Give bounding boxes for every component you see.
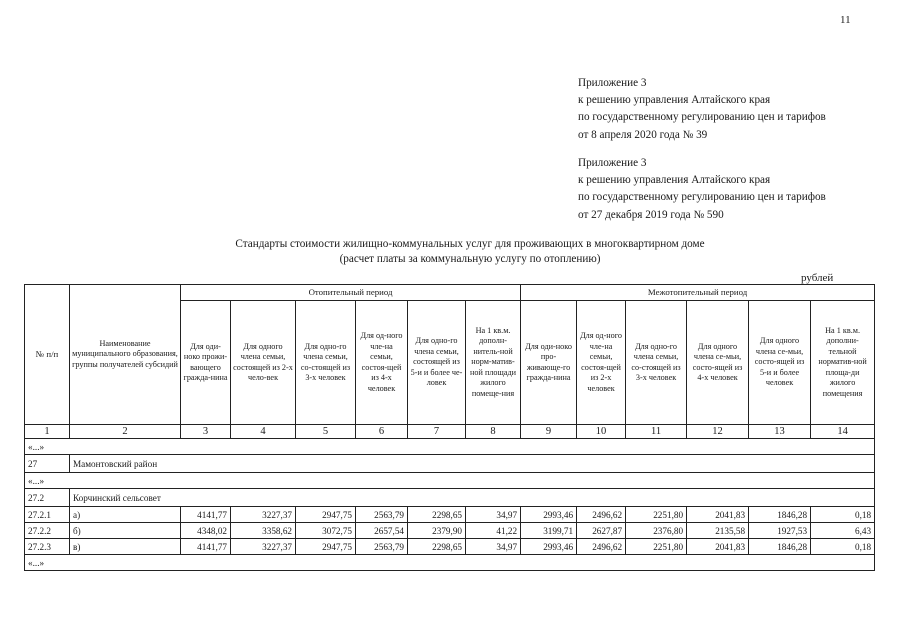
header-no: № п/п	[25, 285, 70, 425]
header-nonheating-col: На 1 кв.м. дополни-тельной норматив-ной площа-ди жилого помещения	[811, 301, 875, 425]
appendix-line: от 27 декабря 2019 года № 590	[578, 208, 724, 221]
header-nonheating-col: Для одного члена се-мьи, состо-ящей из 4-х человек	[687, 301, 749, 425]
document-title	[120, 237, 820, 267]
column-index: 5	[296, 425, 356, 439]
ellipsis-mark: «...»	[25, 473, 875, 489]
row-value: 2627,87	[577, 523, 626, 539]
appendix-line: по государственному регулированию цен и тарифов	[578, 111, 826, 124]
appendix-block-current	[578, 75, 826, 144]
column-index: 4	[231, 425, 296, 439]
row-value: 4141,77	[181, 507, 231, 523]
row-value: 2298,65	[408, 539, 466, 555]
row-value: 6,43	[811, 523, 875, 539]
row-value: 2376,80	[626, 523, 687, 539]
appendix-line: от 8 апреля 2020 года № 39	[578, 128, 708, 141]
row-number: 27.2.3	[25, 539, 70, 555]
ellipsis-mark: «...»	[25, 439, 875, 455]
header-heating-col: Для од-ного чле-на семьи, состоя-щей из 4-х человек	[356, 301, 408, 425]
column-index-row	[25, 425, 875, 439]
table-row	[25, 539, 875, 555]
row-value: 34,97	[466, 507, 521, 523]
header-nonheating-col: Для одно-го члена семьи, со-стоящей из 3-х человек	[626, 301, 687, 425]
row-value: 3199,71	[521, 523, 577, 539]
ellipsis-row	[25, 473, 875, 489]
row-value: 2041,83	[687, 507, 749, 523]
row-value: 41,22	[466, 523, 521, 539]
column-index: 3	[181, 425, 231, 439]
header-nonheating-col: Для одного члена се-мьи, состо-ящей из 5-и и более человек	[749, 301, 811, 425]
row-value: 2947,75	[296, 539, 356, 555]
row-value: 2563,79	[356, 539, 408, 555]
tariff-table	[24, 284, 875, 571]
row-value: 4348,02	[181, 523, 231, 539]
row-value: 2993,46	[521, 539, 577, 555]
row-value: 2041,83	[687, 539, 749, 555]
row-group: в)	[70, 539, 181, 555]
row-value: 2496,62	[577, 507, 626, 523]
appendix-line: к решению управления Алтайского края	[578, 174, 771, 187]
appendix-block-previous	[578, 155, 826, 224]
table-row	[25, 523, 875, 539]
column-index: 7	[408, 425, 466, 439]
row-value: 3227,37	[231, 507, 296, 523]
row-value: 2135,58	[687, 523, 749, 539]
column-index: 8	[466, 425, 521, 439]
column-index: 6	[356, 425, 408, 439]
row-value: 2379,90	[408, 523, 466, 539]
settlement-name: Корчинский сельсовет	[70, 489, 875, 507]
district-row	[25, 455, 875, 473]
settlement-row	[25, 489, 875, 507]
column-index: 1	[25, 425, 70, 439]
district-number: 27	[25, 455, 70, 473]
column-index: 2	[70, 425, 181, 439]
title-line-1: Стандарты стоимости жилищно-коммунальных услуг для проживающих в многоквартирном доме	[235, 238, 705, 250]
header-name: Наименование муниципального образования, группы получателей субсидий	[70, 285, 181, 425]
header-heating-col: Для одно-го члена семьи, состоящей из 5-и и более че-ловек	[408, 301, 466, 425]
header-heating-col: Для оди-ноко прожи-вающего гражда-нина	[181, 301, 231, 425]
row-value: 4141,77	[181, 539, 231, 555]
row-value: 2947,75	[296, 507, 356, 523]
header-heating-col: Для одного члена семьи, состоящей из 2-х чело-век	[231, 301, 296, 425]
column-index: 13	[749, 425, 811, 439]
settlement-number: 27.2	[25, 489, 70, 507]
page-number: 11	[840, 14, 851, 26]
header-nonheating-col: Для оди-ноко про-живающе-го гражда-нина	[521, 301, 577, 425]
row-value: 2251,80	[626, 539, 687, 555]
header-nonheating-col: Для од-ного чле-на семьи, состоя-щей из 2-х человек	[577, 301, 626, 425]
row-value: 0,18	[811, 507, 875, 523]
row-value: 3072,75	[296, 523, 356, 539]
row-value: 2993,46	[521, 507, 577, 523]
title-line-2: (расчет платы за коммунальную услугу по отоплению)	[339, 253, 601, 265]
row-value: 2496,62	[577, 539, 626, 555]
appendix-line: Приложение 3	[578, 77, 647, 89]
appendix-line: к решению управления Алтайского края	[578, 94, 771, 107]
ellipsis-mark: «...»	[25, 555, 875, 571]
row-group: а)	[70, 507, 181, 523]
row-value: 2298,65	[408, 507, 466, 523]
ellipsis-row	[25, 439, 875, 455]
column-index: 11	[626, 425, 687, 439]
header-heating-period: Отопительный период	[181, 285, 521, 301]
header-nonheating-period: Межотопительный период	[521, 285, 875, 301]
row-number: 27.2.1	[25, 507, 70, 523]
column-index: 12	[687, 425, 749, 439]
unit-label: рублей	[801, 272, 834, 284]
column-index: 10	[577, 425, 626, 439]
column-index: 14	[811, 425, 875, 439]
appendix-line: Приложение 3	[578, 157, 647, 169]
row-group: б)	[70, 523, 181, 539]
appendix-line: по государственному регулированию цен и тарифов	[578, 191, 826, 204]
row-value: 2251,80	[626, 507, 687, 523]
row-number: 27.2.2	[25, 523, 70, 539]
row-value: 1927,53	[749, 523, 811, 539]
row-value: 1846,28	[749, 539, 811, 555]
column-index: 9	[521, 425, 577, 439]
row-value: 3358,62	[231, 523, 296, 539]
district-name: Мамонтовский район	[70, 455, 875, 473]
row-value: 2657,54	[356, 523, 408, 539]
row-value: 3227,37	[231, 539, 296, 555]
header-heating-col: На 1 кв.м. дополн-нитель-ной норм-матив-ной площади жилого помеще-ния	[466, 301, 521, 425]
table-row	[25, 507, 875, 523]
row-value: 2563,79	[356, 507, 408, 523]
row-value: 1846,28	[749, 507, 811, 523]
row-value: 0,18	[811, 539, 875, 555]
row-value: 34,97	[466, 539, 521, 555]
ellipsis-row	[25, 555, 875, 571]
header-heating-col: Для одно-го члена семьи, со-стоящей из 3-х человек	[296, 301, 356, 425]
